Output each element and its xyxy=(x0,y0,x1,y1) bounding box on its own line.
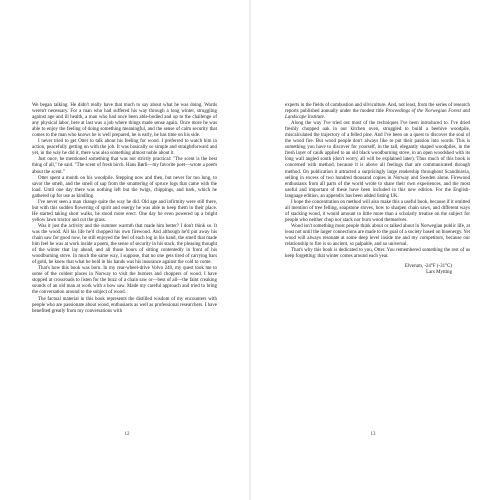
paragraph: Along the way I've tried out most of the techniques I've been introduced to. I've dried freshly chopped oak in our kitchen oven, struggled to build a beehive woodpile, miscalculated the trajectory of a felled pine. And I've been on a quest to discover the soul of the wood fire. But wood people don't always like to put their passion into words. This is something you have to discover for yourself, in the tall, elegantly shaped woodpiles, in the fresh layer of caulk applied to an old black woodburning stove, in an open woodshed with its long wall angled south (don't worry, all will be explained later). Thus much of this book is concerned with method, because it is above all feelings that are communicated through method. On publication it attracted a surprisingly large readership throughout Scandinavia, selling in excess of two hundred thousand copies in Norway and Sweden alone. Firewood enthusiasts from all parts of the world wrote to share their own experiences, and the most useful and important of these have been included in this new edition. For the English-language edition, an appendix has been added listing UK. xyxy=(285,121,470,199)
right-page xyxy=(250,0,500,500)
right-page-text xyxy=(285,103,470,276)
paragraph-text: experts in the fields of combustion and silviculture. And, not least, from the series of research reports published annually under the modest title xyxy=(285,103,470,115)
paragraph: Just once, he mentioned something that was not strictly practical: "The scent is the best thing of all," he said. "The scent of fresh birch. Hans Børli—my favorite poet—wrote a poem about the scent." xyxy=(32,157,217,175)
page-number-right: 13 xyxy=(370,432,376,437)
left-page-text xyxy=(32,103,217,315)
paragraph: The factual material in this book represents the distilled wisdom of my encounters with people who are passionate about wood, enthusiasts as well as professional researchers. I have benefited greatly from my conversations with xyxy=(32,296,217,314)
paragraph: We began talking. He didn't really have that much to say about what he was doing. Words weren't necessary. For a man who had suffered his way through a long winter, struggling against age and ill health, a man who had once been able-bodied and up to the challenge of any physical labor, here at last was a job where things made sense again. Once more he was able to enjoy the feeling of doing something meaningful, and the sense of calm security that comes to the man who knows he is well prepared, he is early, he has time on his side. xyxy=(32,103,217,139)
paragraph: I hope the concentration on method will also make this a useful book, because if it omitted all mention of tree felling, soapstone stoves, how to sharpen chain saws, and different ways of stacking wood, it would amount to little more than a scholarly treatise on the subject for people who neither chop nor stack nor burn wood themselves. xyxy=(285,199,470,223)
paragraph: Otter spent a month on his woodpile. Stepping now and then, but never for too long, to savor the smell, and the smell of sap from the smattering of spruce logs that came with the load. Until one day there was nothing left but the twigs, chippings, and bark, which he gathered up for use as kindling. xyxy=(32,175,217,199)
paragraph: I've never seen a man change quite the way he did. Old age and infirmity were still there, but with this sudden flowering of spirit and energy he was able to keep them in their place. He started taking short walks, he stood more erect. One day he even powered up a bright yellow lawn tractor and cut the grass. xyxy=(32,199,217,223)
signature-place: Elverum, -24°F (-31°C) xyxy=(404,264,452,270)
signature-name: Lars Mytting xyxy=(426,270,452,276)
page-number-left: 12 xyxy=(124,432,130,437)
paragraph: That's why this book is dedicated to you, Otter. You remembered something the rest of us keep forgetting: that winter comes around each year. xyxy=(285,248,470,260)
publication-title: Proceedings of the Norwegian Forest and Landscape Institute. xyxy=(285,109,470,121)
paragraph xyxy=(285,103,470,121)
signature-block xyxy=(285,264,470,276)
paragraph: I never tried to get Otter to talk about his feeling for wood. I preferred to watch him in action, peacefully getting on with the job. It was basically so simple and straightforward and yet, in the way he did it, there was also something almost noble about it. xyxy=(32,139,217,157)
paragraph: That's how this book was born. In my rear-wheel-drive Volvo 240, my quest took me to some of the coldest places in Norway to visit the burners and choppers of wood. I have stopped at crossroads to listen for the buzz of a chain saw or—best of all—the faint creaking sounds of an old man at work with a bow saw. Made my careful approach and tried to bring the conversation around to the subject of wood. xyxy=(32,266,217,296)
paragraph: Was it just the activity and the summer warmth that made him better? I don't think so. It was the wood. All his life he'd chopped his own firewood. And although he'd put away his chain saw for good now, he still enjoyed the feel of each log in his hand, the smell that made him feel he was at work inside a poem, the sense of security in his stack, the pleasing thought of the winter that lay ahead, and all those hours of sitting contentedly in front of his woodburning stove. In much the same way, I suppose, that no one gets tired of carrying bars of gold, he knew that what he held in his hands was his insurance against the cold to come. xyxy=(32,223,217,266)
paragraph: Wood isn't something most people think about or talked about in Norwegian public life, at least not until the larger connections are made to the goal of a society based on bioenergy. Yet wood will always resonate at some deep level inside me and my competitors, because our relationship to fire is so ancient, so palpable, and so universal. xyxy=(285,223,471,248)
